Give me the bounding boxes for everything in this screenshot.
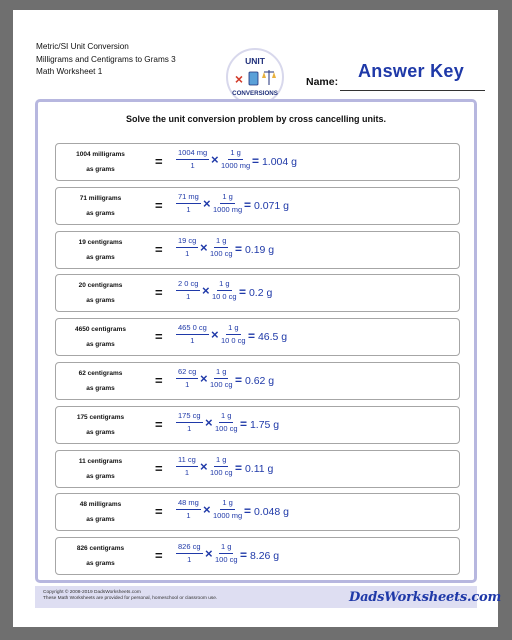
fraction-numerator: 11 cg [176, 455, 198, 467]
fraction-numerator: 62 cg [176, 367, 198, 379]
answer-equals: = [244, 197, 252, 212]
fraction-denominator: 1 [187, 423, 192, 433]
problem-quantity: 19 centigrams [78, 238, 123, 246]
problem-row [55, 362, 460, 400]
fraction-numerator: 1 g [214, 455, 228, 467]
problem-row [55, 187, 460, 225]
multiply-sign: × [203, 195, 211, 211]
instructions: Solve the unit conversion problem by cross cancelling units. [125, 114, 387, 124]
fraction-numerator: 1004 mg [176, 148, 209, 160]
problem-quantity: 71 milligrams [79, 194, 122, 202]
answer [235, 461, 273, 475]
fraction-numerator: 1 g [220, 192, 234, 204]
fraction-numerator: 465 0 cg [176, 323, 209, 335]
fraction-conversion [215, 411, 238, 434]
fraction-denominator: 100 cg [210, 248, 233, 258]
problem-quantity: 4650 centigrams [75, 326, 126, 334]
fraction-given [176, 236, 198, 259]
problem-row [55, 143, 460, 181]
fraction-numerator: 71 mg [176, 192, 201, 204]
answer-equals: = [239, 285, 247, 300]
problem-row [55, 450, 460, 488]
answer-value: 0.071 g [253, 199, 289, 212]
fraction-conversion [213, 498, 242, 521]
fraction-numerator: 48 mg [176, 498, 201, 510]
answer [239, 285, 272, 299]
fraction-conversion [213, 192, 242, 215]
equals-sign: = [155, 416, 163, 432]
fraction-denominator: 100 cg [210, 467, 233, 477]
problem-target: as grams [86, 428, 115, 436]
answer [235, 242, 274, 256]
equals-sign: = [155, 329, 163, 345]
problem-target: as grams [86, 253, 115, 261]
equals-sign: = [155, 197, 163, 213]
multiply-sign: × [202, 283, 210, 299]
answer-value: 8.26 g [249, 550, 280, 563]
fraction-given [176, 192, 201, 215]
answer-equals: = [235, 460, 243, 475]
logo-bottom-text: CONVERSIONS [232, 90, 278, 97]
header-line-1: Metric/SI Unit Conversion [36, 42, 129, 51]
problem-target: as grams [86, 166, 115, 173]
fraction-conversion [221, 148, 250, 171]
answer-equals: = [252, 154, 260, 168]
problem-row [55, 406, 460, 444]
fraction-given [176, 411, 203, 434]
fraction-denominator: 1000 mg [213, 511, 243, 521]
fraction-denominator: 1 [190, 336, 195, 346]
worksheet-page [13, 10, 502, 627]
problem-quantity: 826 centigrams [76, 545, 125, 553]
problem-row [55, 493, 460, 531]
problem-row [55, 231, 460, 269]
fraction-denominator: 1 [190, 161, 195, 170]
multiply-sign: × [200, 458, 208, 474]
problem-quantity: 11 centigrams [78, 457, 123, 465]
answer-value: 0.62 g [244, 375, 275, 387]
answer-equals: = [235, 241, 243, 256]
multiply-sign: × [211, 327, 219, 343]
problem-row [55, 537, 460, 575]
answer [240, 417, 279, 431]
problem-target: as grams [86, 341, 115, 349]
answer-value: 0.19 g [244, 243, 275, 256]
name-label: Name: [306, 76, 339, 88]
problem-quantity: 62 centigrams [78, 370, 123, 377]
equals-sign: = [155, 548, 163, 564]
problem-quantity: 48 milligrams [79, 501, 122, 509]
fraction-numerator: 1 g [217, 279, 231, 291]
fraction-given [176, 367, 198, 390]
problems-frame [35, 99, 477, 583]
svg-text:×: × [234, 71, 244, 87]
fraction-given [176, 455, 198, 478]
header-line-2: Milligrams and Centigrams to Grams 3 [36, 54, 176, 64]
worksheet-header-text [36, 41, 176, 79]
fraction-denominator: 1 [186, 204, 191, 214]
fraction-denominator: 1 [184, 467, 189, 477]
equals-sign: = [155, 154, 163, 169]
problem-row [55, 274, 460, 312]
problem-quantity: 1004 milligrams [76, 151, 125, 158]
problem-row [55, 318, 460, 356]
multiply-sign: × [203, 502, 211, 518]
unit-conversions-logo [225, 47, 285, 107]
problem-target: as grams [86, 516, 115, 524]
brand-logo: DadsWorksheets.com [349, 590, 502, 605]
answer-equals: = [244, 504, 252, 519]
fraction-given [176, 498, 201, 521]
logo-top-text: UNIT [245, 56, 265, 66]
fraction-denominator: 1 [186, 511, 191, 521]
fraction-denominator: 100 cg [215, 423, 238, 433]
copyright-text: Copyright © 2008-2019 DadsWorksheets.com [43, 590, 141, 595]
answer [240, 548, 279, 562]
footer-copyright [43, 590, 217, 602]
answer-value: 1.75 g [249, 418, 280, 431]
answer-value: 0.048 g [253, 506, 289, 519]
fraction-numerator: 19 cg [176, 236, 198, 248]
answer-equals: = [248, 329, 256, 344]
multiply-sign: × [205, 546, 213, 562]
fraction-denominator: 100 cg [210, 380, 233, 389]
fraction-conversion [221, 323, 246, 346]
fraction-numerator: 2 0 cg [176, 279, 200, 291]
fraction-denominator: 1 [187, 555, 192, 565]
answer-value: 0.11 g [244, 462, 274, 475]
problem-quantity: 175 centigrams [76, 413, 125, 421]
multiply-sign: × [200, 371, 208, 386]
multiply-sign: × [200, 239, 208, 255]
fraction-conversion [210, 455, 233, 478]
fraction-numerator: 1 g [219, 542, 233, 554]
equals-sign: = [155, 285, 163, 301]
answer-key-title: Answer Key [358, 61, 465, 81]
fraction-given [176, 279, 200, 302]
fraction-numerator: 1 g [219, 411, 233, 423]
fraction-denominator: 10 0 cg [212, 292, 237, 302]
fraction-numerator: 826 cg [176, 542, 203, 554]
answer-value: 1.004 g [261, 156, 297, 168]
answer [235, 373, 274, 387]
fraction-given [176, 148, 209, 171]
answer [252, 154, 297, 168]
answer-value: 46.5 g [257, 331, 288, 344]
fraction-numerator: 1 g [220, 498, 234, 510]
fraction-conversion [210, 236, 233, 259]
fraction-denominator: 1 [185, 248, 190, 258]
problem-target: as grams [86, 472, 115, 480]
problem-target: as grams [86, 560, 115, 568]
fraction-denominator: 100 cg [215, 555, 238, 565]
name-line [340, 90, 485, 91]
fraction-numerator: 1 g [226, 323, 240, 335]
fraction-numerator: 175 cg [176, 411, 203, 423]
equals-sign: = [155, 504, 163, 520]
equals-sign: = [155, 373, 163, 388]
fraction-numerator: 1 g [214, 367, 228, 379]
problem-target: as grams [86, 385, 115, 392]
answer [244, 504, 289, 518]
fraction-denominator: 1000 mg [213, 204, 243, 214]
fraction-denominator: 1 [185, 380, 190, 389]
problem-quantity: 20 centigrams [78, 282, 123, 290]
problem-target: as grams [86, 297, 115, 305]
fraction-conversion [215, 542, 238, 565]
answer-equals: = [240, 548, 248, 563]
fraction-conversion [212, 279, 237, 302]
multiply-sign: × [211, 152, 219, 167]
equals-sign: = [155, 241, 163, 257]
answer [244, 198, 289, 212]
fraction-denominator: 1 [186, 292, 191, 302]
fraction-given [176, 323, 209, 346]
fraction-numerator: 1 g [214, 236, 228, 248]
answer-value: 0.2 g [248, 287, 273, 300]
multiply-sign: × [205, 414, 213, 430]
fraction-denominator: 1000 mg [221, 161, 251, 170]
fraction-conversion [210, 367, 233, 390]
equals-sign: = [155, 460, 163, 476]
problem-target: as grams [86, 209, 115, 217]
fraction-numerator: 1 g [228, 148, 242, 160]
answer-equals: = [235, 373, 243, 387]
header-line-3: Math Worksheet 1 [36, 67, 103, 76]
fraction-denominator: 10 0 cg [221, 336, 246, 346]
answer-equals: = [240, 416, 248, 431]
fraction-given [176, 542, 203, 565]
answer [248, 329, 287, 343]
usage-note: These Math Worksheets are provided for personal, homeschool or classroom use. [43, 596, 218, 602]
